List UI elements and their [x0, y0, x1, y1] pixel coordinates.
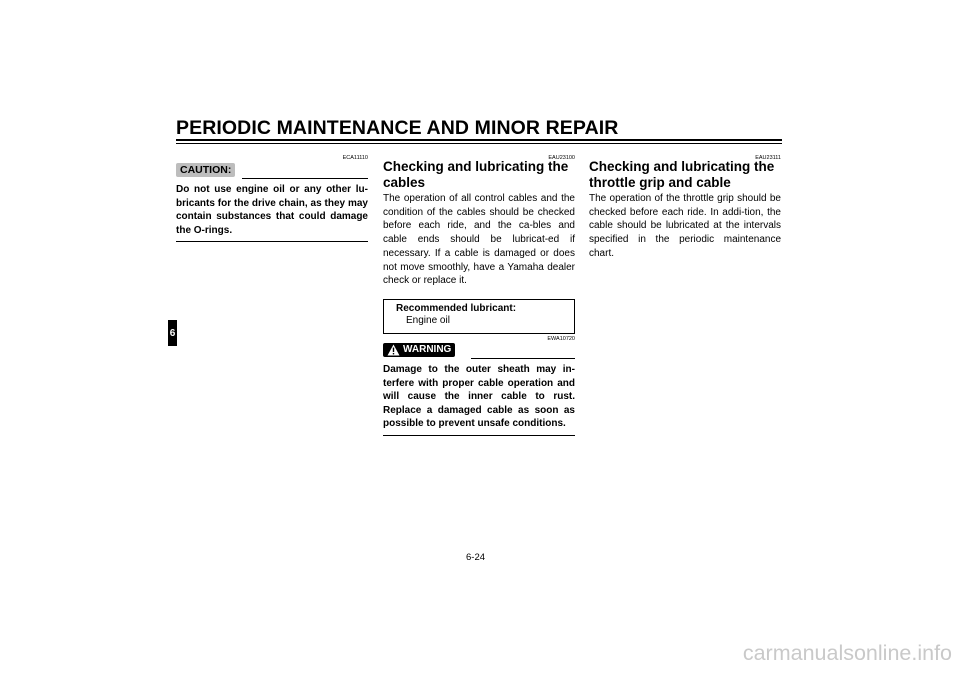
watermark: carmanualsonline.info [742, 641, 952, 665]
lubricant-box [383, 299, 575, 334]
warning-text: Damage to the outer sheath may in-terfere with proper cable operation and will cause the inner cable to rust. Replace a damaged cable as soon as possible to prevent unsafe conditions. [383, 364, 575, 429]
section-title: Checking and lubricating the cables [383, 159, 569, 190]
caution-text: Do not use engine oil or any other lu-bricants for the drive chain, as they may contain substances that could damage the O-rings. [176, 184, 368, 236]
reference-code: EWA10720 [547, 336, 575, 342]
header-rule-thin [176, 143, 782, 144]
reference-code: EAU23100 [548, 155, 575, 161]
lubricant-label: Recommended lubricant: [396, 302, 517, 314]
warning-end-rule [383, 435, 575, 436]
throttle-section [589, 159, 781, 261]
section-title: Checking and lubricating the throttle grip and cable [589, 159, 775, 190]
warning-rule [471, 358, 575, 359]
lubricant-value: Engine oil [406, 314, 450, 326]
page-number: 6-24 [466, 552, 486, 563]
cables-section [383, 159, 575, 334]
caution-end-rule [176, 241, 368, 242]
reference-code: ECA11110 [342, 155, 368, 161]
caution-block [176, 163, 368, 242]
warning-triangle-icon [387, 344, 400, 356]
warning-label: WARNING [403, 344, 452, 355]
warning-badge [383, 343, 455, 357]
page-title: PERIODIC MAINTENANCE AND MINOR REPAIR [176, 117, 619, 139]
caution-rule [242, 178, 368, 179]
chapter-tab: 6 [168, 320, 177, 346]
reference-code: EAU23111 [755, 155, 781, 161]
header-rule [176, 139, 782, 141]
warning-block [383, 343, 575, 436]
body-text: The operation of all control cables and the condition of the cables should be checked before each ride, and the ca-bles and cable ends should be lubricat-ed if necessary. If a cable is damaged or does not move smoothly, have a Yamaha dealer check or replace it. [383, 193, 575, 287]
body-text: The operation of the throttle grip should be checked before each ride. In addi-tion, the cable should be lubricated at the intervals specified in the periodic maintenance chart. [589, 193, 781, 259]
caution-badge: CAUTION: [176, 163, 235, 177]
